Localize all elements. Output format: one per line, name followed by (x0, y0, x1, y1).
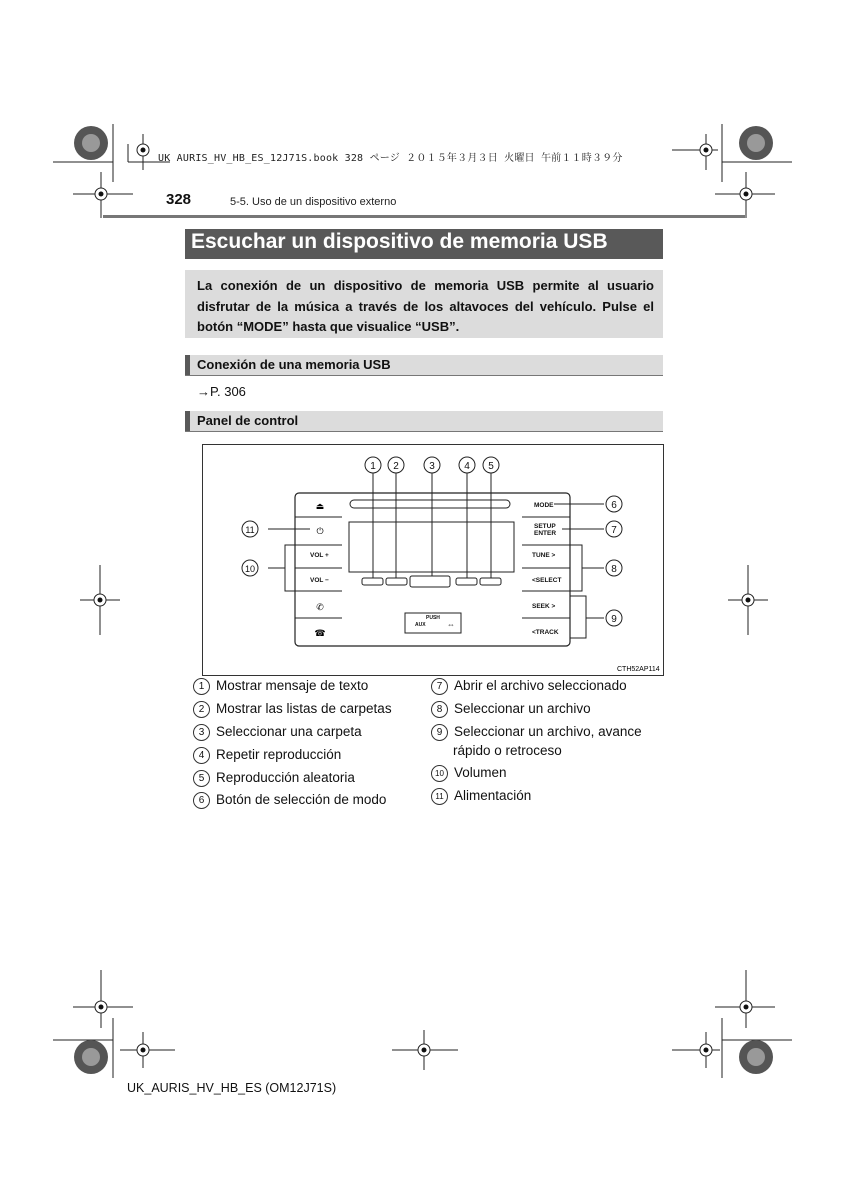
breadcrumb: 5-5. Uso de un dispositivo externo (230, 196, 397, 208)
callout-10: 10 (244, 564, 256, 574)
legend-number: 5 (193, 770, 210, 787)
legend-text: Mostrar mensaje de texto (216, 678, 369, 694)
legend-number: 11 (431, 788, 448, 805)
usb-icon: ⇔ (447, 620, 455, 629)
legend-item (193, 770, 355, 787)
legend-number: 1 (193, 678, 210, 695)
legend-item (431, 788, 531, 805)
callout-9: 9 (611, 614, 617, 625)
legend-text: Seleccionar un archivo, avance (454, 724, 642, 740)
legend-item (193, 792, 386, 809)
legend-item (193, 678, 368, 695)
control-panel-figure (202, 444, 664, 676)
legend-item (431, 701, 591, 718)
preset-button-2[interactable] (386, 578, 407, 585)
enter-label: ENTER (534, 530, 557, 537)
legend-number: 2 (193, 701, 210, 718)
legend-text: Mostrar las listas de carpetas (216, 701, 392, 717)
tune-label: TUNE > (532, 552, 556, 559)
callout-1: 1 (370, 461, 376, 472)
figure-code: CTH52AP114 (617, 666, 660, 673)
legend-number: 8 (431, 701, 448, 718)
footer-code: UK_AURIS_HV_HB_ES (OM12J71S) (127, 1081, 337, 1095)
legend-text: Reproducción aleatoria (216, 770, 355, 786)
page-reference-link[interactable]: →P. 306 (197, 384, 246, 399)
track-label: <TRACK (532, 629, 559, 636)
legend-number: 4 (193, 747, 210, 764)
legend-text: Alimentación (454, 788, 532, 804)
mode-label: MODE (534, 502, 554, 509)
legend-text-continued: rápido o retroceso (453, 743, 562, 758)
preset-button-4[interactable] (456, 578, 477, 585)
aux-label: AUX (415, 622, 426, 628)
push-label: PUSH (426, 615, 440, 621)
intro-text: La conexión de un dispositivo de memoria USB permite al usuario disfrutar de la música a través de los altavoces del vehículo. Pulse el botón “MODE” hasta que visualice “USB”. (197, 278, 654, 334)
header-rule (103, 215, 745, 218)
page-number: 328 (166, 191, 192, 208)
subsection-title-usb: Conexión de una memoria USB (197, 357, 391, 372)
select-label: <SELECT (532, 577, 562, 584)
callout-6: 6 (611, 500, 617, 511)
legend-text: Volumen (454, 765, 507, 781)
subsection-marker (185, 355, 190, 375)
subsection-marker (185, 411, 190, 431)
legend-text: Abrir el archivo seleccionado (454, 678, 627, 694)
vol-up-label: VOL + (310, 552, 329, 559)
vol-down-label: VOL − (310, 577, 329, 584)
callout-5: 5 (488, 461, 494, 472)
legend-number: 6 (193, 792, 210, 809)
cd-slot (350, 500, 510, 508)
book-header: UK AURIS_HV_HB_ES_12J71S.book 328 ページ ２０１５年３月３日 火曜日 午前１１時３９分 (158, 153, 623, 164)
folder-select-button[interactable] (410, 576, 450, 587)
callout-2: 2 (393, 461, 399, 472)
legend-item (431, 765, 507, 782)
legend-item (193, 747, 341, 764)
preset-button-5[interactable] (480, 578, 501, 585)
legend-text: Seleccionar un archivo (454, 701, 591, 717)
callout-7: 7 (611, 525, 617, 536)
seek-label: SEEK > (532, 603, 556, 610)
legend-number: 10 (431, 765, 448, 782)
callout-3: 3 (429, 461, 435, 472)
legend-text: Botón de selección de modo (216, 792, 387, 808)
subsection-title-panel: Panel de control (197, 413, 299, 428)
legend-number: 7 (431, 678, 448, 695)
callout-8: 8 (611, 564, 617, 575)
legend-number: 3 (193, 724, 210, 741)
phone-icon: ✆ (316, 602, 324, 612)
legend-item (431, 724, 642, 741)
callout-4: 4 (464, 461, 470, 472)
legend-text: Repetir reproducción (216, 747, 342, 763)
setup-label: SETUP (534, 523, 556, 530)
page-title: Escuchar un dispositivo de memoria USB (191, 230, 608, 253)
power-icon: ⏻ (316, 526, 324, 536)
legend-item (193, 724, 362, 741)
legend-item (193, 701, 392, 718)
preset-button-1[interactable] (362, 578, 383, 585)
legend-item (431, 678, 627, 695)
callout-11: 11 (245, 525, 255, 535)
legend-number: 9 (431, 724, 448, 741)
eject-icon: ⏏ (315, 501, 325, 511)
hangup-icon: ☎ (314, 628, 326, 638)
legend-text: Seleccionar una carpeta (216, 724, 362, 740)
